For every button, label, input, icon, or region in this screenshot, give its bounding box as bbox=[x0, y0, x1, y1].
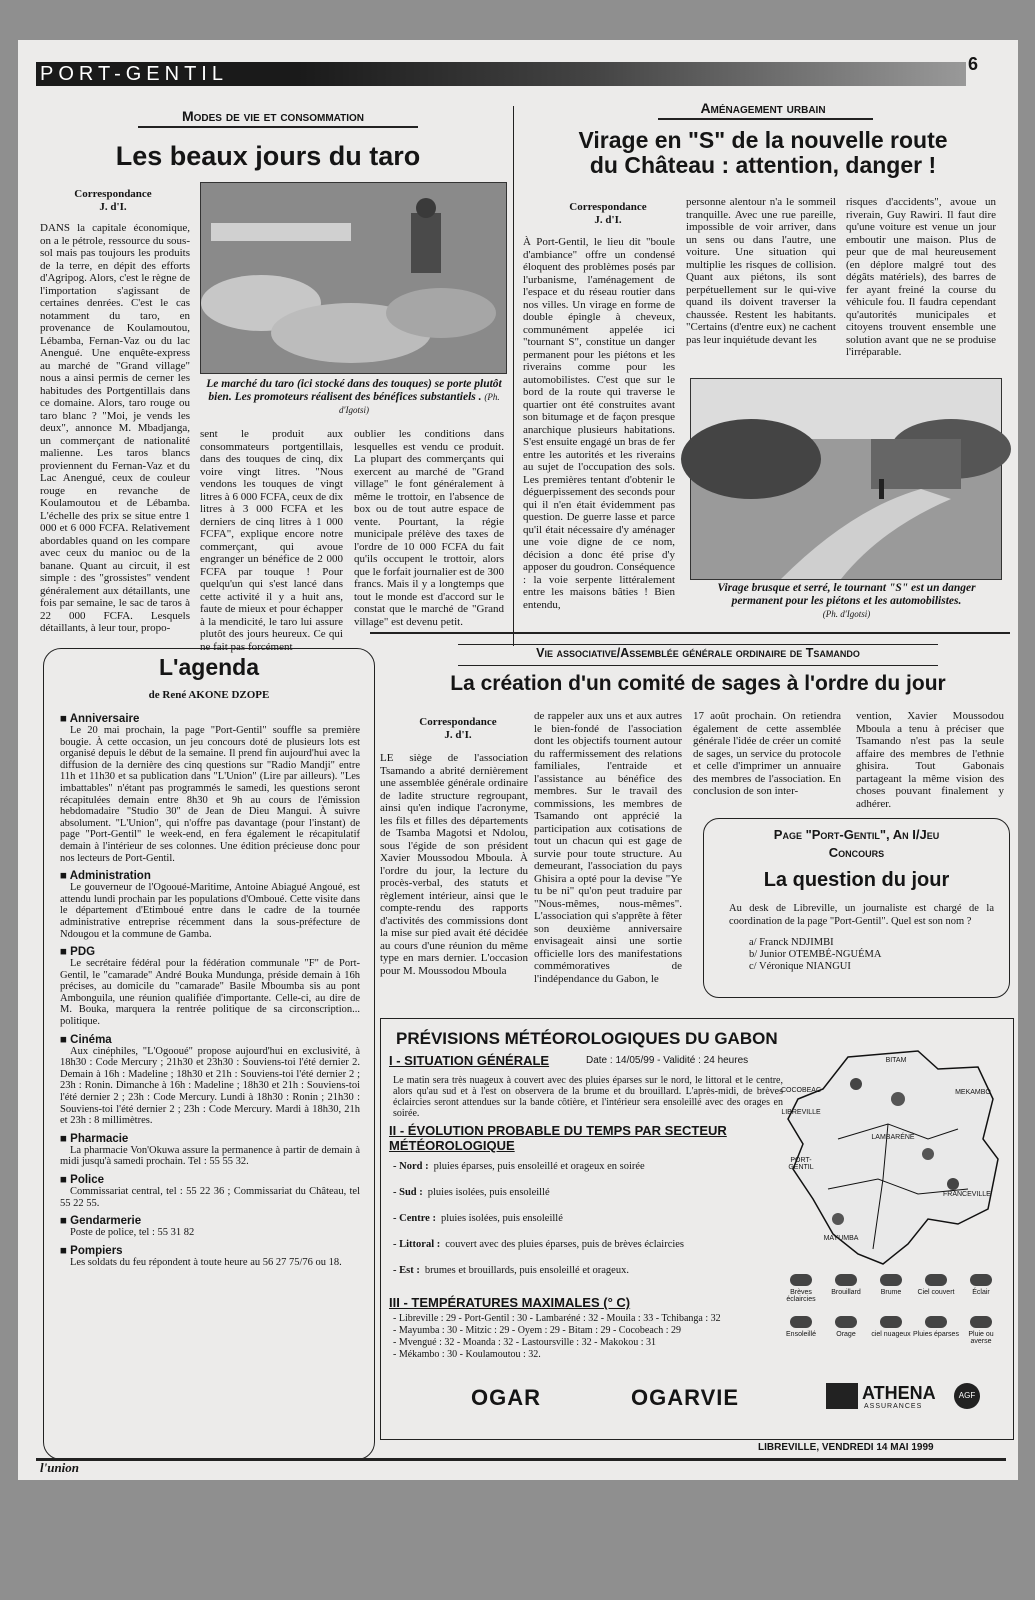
footer-paper: l'union bbox=[40, 1460, 80, 1475]
gabon-map bbox=[778, 1029, 1003, 1345]
agenda-item-heading-text: Police bbox=[70, 1174, 105, 1186]
bullet-icon: ■ bbox=[60, 1244, 71, 1257]
virage-headline-line-1: Virage en "S" de la nouvelle route bbox=[578, 127, 948, 153]
meteo-sectors bbox=[393, 1161, 793, 1291]
concours-kicker-1: Page "Port-Gentil", An I/Jeu bbox=[773, 827, 940, 842]
city-bitam: BITAM bbox=[885, 1057, 907, 1064]
virage-byline bbox=[533, 201, 683, 227]
temperature-line: - Mayumba : 30 - Mitzic : 29 - Oyem : 29 - Bitam : 29 - Cocobeach : 29 bbox=[393, 1325, 681, 1336]
taro-caption-credit: (Ph. d'Igotsi) bbox=[339, 392, 500, 415]
agenda-item-heading bbox=[60, 1133, 360, 1145]
taro-market-photo bbox=[200, 182, 507, 374]
agenda-item-heading bbox=[60, 713, 360, 725]
agenda-item-heading-text: Administration bbox=[69, 870, 151, 883]
agenda-item-text: Commissariat central, tel : 55 22 36 ; Commissariat du Château, tel 55 22 55. bbox=[60, 1186, 360, 1209]
sponsor-ogarvie: OGARVIE bbox=[631, 1385, 740, 1410]
city-libreville: LIBREVILLE bbox=[781, 1109, 821, 1116]
athena-tagline: ASSURANCES bbox=[864, 1403, 923, 1410]
taro-col-1: DANS la capitale économique, on a le pétrole, ressource du sous-sol mais pas toujours les produits de la terre, en dépit des efforts d'Agripog. Alors, c'est le règne de l'importation s'agissant de certaines denrées. C'est le cas notamment du taro, en provenance de Koulamoutou, Lébamba, Fernan-Vaz ou du lac Anengué. Une enquête-express au marché de "Grand village" nous a ainsi permis de cerner les habitudes des Portgentillais dans ce domaine. Alors, taro rouge ou taro blanc ? "Moi, je vends les deux", annonce M. Mbadjanga, un commerçant de nationalité malienne. Les taros blancs proviennent du Fernan-Vaz et du Lac Anengué, ceux de couleur rouge en revanche de Koulamoutou et de Lébamba. L'échelle des prix se situe entre 1 000 et 6 000 FCFA. Relativement abordables quand on les compare avec ceux du manioc ou de la banane. Quant au circuit, il est simple : des "grossistes" vendent généralement aux détaillants, une fois par semaine, le sac de taros à 22 000 FCFA. Lesquels détaillants, à leur tour, propo- bbox=[40, 222, 190, 634]
agenda-author: de René AKONE DZOPE bbox=[148, 689, 270, 701]
sector-forecast: pluies isolées, puis ensoleillé bbox=[440, 1213, 563, 1224]
concours-title: La question du jour bbox=[763, 869, 950, 891]
virage-byline-label: Correspondance bbox=[569, 201, 647, 213]
meteo-section-1: I - SITUATION GÉNÉRALE bbox=[389, 1053, 550, 1068]
temperature-line: - Mvengué : 32 - Moanda : 32 - Lastoursville : 32 - Makokou : 31 bbox=[393, 1337, 657, 1348]
weather-legend-label: Brouillard bbox=[831, 1289, 861, 1296]
weather-symbol-icon bbox=[970, 1274, 992, 1286]
city-mekambo: MEKAMBO bbox=[955, 1089, 991, 1096]
meteo-section-3: III - TEMPÉRATURES MAXIMALES (° C) bbox=[389, 1295, 631, 1310]
tsamando-byline bbox=[398, 716, 518, 742]
weather-symbol-icon bbox=[925, 1316, 947, 1328]
virage-caption-text: Virage brusque et serré, le tournant "S" est un danger permanent pour les piétons et les automobilistes. bbox=[717, 582, 976, 607]
meteo-title: PRÉVISIONS MÉTÉOROLOGIQUES DU GABON bbox=[396, 1029, 778, 1048]
weather-symbol-icon bbox=[880, 1316, 902, 1328]
bullet-icon: ■ bbox=[60, 946, 71, 959]
taro-headline: Les beaux jours du taro bbox=[115, 141, 421, 171]
taro-byline-label: Correspondance bbox=[74, 188, 152, 200]
sector-forecast: couvert avec des pluies éparses, puis de brèves éclaircies bbox=[445, 1239, 685, 1250]
sponsor-ogar: OGAR bbox=[471, 1385, 541, 1410]
section-name: PORT-GENTIL bbox=[40, 63, 228, 85]
taro-photo-caption bbox=[204, 378, 504, 417]
tsamando-col-3: 17 août prochain. On retiendra également de cette assemblée générale l'idée de créer un comité de sages, un service du protocole et celle d'imprimer un annuaire des membres de l'association. En conclusion de son inter- bbox=[693, 710, 841, 797]
tsamando-col-1: LE siège de l'association Tsamando a abrité dernièrement une assemblée générale ordinaire de ladite structure regroupant, ainsi qu'en indique l'acronyme, les fils et filles des départements de Tsamba Magotsi et Ndolou, sous l'égide de son président Xavier Moussodou Mboula. À l'ordre du jour, la lecture du procès-verbal, des statuts et règlement intérieur, ainsi que le compte-rendu des rapports d'activités des commissions dont la mise sur pied avait été décidée au cours d'une réunion du même type en mars dernier. L'occasion pour M. Moussodou Mboula bbox=[380, 752, 528, 977]
city-franceville: FRANCEVILLE bbox=[943, 1191, 991, 1198]
page-number: 6 bbox=[968, 54, 979, 74]
weather-legend-label: Orage bbox=[836, 1331, 856, 1338]
meteo-general: Le matin sera très nuageux à couvert avec des pluies éparses sur le nord, le littoral et le centre, alors qu'au sud et à l'est on observera de la brume et du brouillard. L'après-midi, de brèves éclaircies seront attendues sur la bande côtière, et l'intérieur sera ensoleillé avec des orages en soirée. bbox=[393, 1075, 783, 1119]
weather-symbol-icon bbox=[790, 1316, 812, 1328]
weather-symbol-icon bbox=[970, 1316, 992, 1328]
agenda-item-text: Le 20 mai prochain, la page "Port-Gentil" souffle sa première bougie. À cette occasion, un jeu concours doté de plusieurs lots est organisé depuis le début de la semaine. Il prend fin aujourd'hui avec la diffusion de la dernière des cinq questions sur "Radio Mandji" entre 11h et 11h30 et sa publication dans "L'Union" (Lire par ailleurs). "Les imbattables" n'étant pas programmés le samedi, les questions seront récapitulées demain entre 8h30 et 9h au cours de l'émission hebdomadaire "Studio 30" de Jean de Dieu Mangui. À suivre absolument. "L'Union", qui n'offre pas davantage (pour l'instant) de page "Port-Gentil" le week-end, en fera également le récapitulatif demain à l'intérieur de ses colonnes. Une édition précieuse donc pour nos lecteurs de Port-Gentil. bbox=[60, 725, 360, 864]
meteo-temperatures bbox=[393, 1313, 793, 1361]
virage-photo-caption bbox=[694, 582, 999, 621]
agf-badge: AGF bbox=[954, 1383, 980, 1409]
temperature-line: - Libreville : 29 - Port-Gentil : 30 - Lambaréné : 32 - Mouila : 33 - Tchibanga : 32 bbox=[393, 1313, 721, 1324]
taro-col-3: oublier les conditions dans lesquelles est vendu ce produit. La plupart des commerçants qui exercent au marché de "Grand village" le font généralement à même le trottoir, en l'absence de box ou de tout autre espace de vente. Pourtant, la régie municipale prélève des taxes de l'ordre de 10 000 FCFA du fait qu'ils occupent le trottoir, alors que le forfait journalier est de 300 francs. Mais il y a longtemps que tout le monde est d'accord sur le constat que le marché de "Grand village" est devenu petit. bbox=[354, 428, 504, 628]
agenda-title: L'agenda bbox=[158, 654, 260, 680]
taro-kicker: Modes de vie et consommation bbox=[181, 108, 365, 124]
weather-symbol-icon bbox=[790, 1274, 812, 1286]
agenda-item-heading bbox=[60, 870, 360, 882]
agenda-item-text: Les soldats du feu répondent à toute heure au 56 27 75/76 ou 18. bbox=[70, 1256, 342, 1268]
sector-row bbox=[393, 1187, 793, 1213]
sector-row bbox=[393, 1239, 793, 1265]
weather-legend-label: Brume bbox=[880, 1289, 902, 1296]
city-lambarene: LAMBARÉNÉ bbox=[871, 1134, 915, 1141]
sector-name: - Nord : bbox=[393, 1161, 429, 1172]
agenda-item-heading bbox=[60, 1034, 360, 1046]
agenda-item-text: Aux cinéphiles, "L'Ogooué" propose aujourd'hui en exclusivité, à 18h30 : Code Mercury ; 21h30 et 23h30 : Souviens-toi l'été dernier 2. Demain à 16h : Madeline ; 18h30 et 21h : Souviens-toi l'été dernier 2 ; 23h : Ronin. Dimanche à 16h : Madeline ; 18h30 et 21h : Souviens-toi l'été dernier 2 ; 23h : Code Mercury. Lundi à 18h30 : Ronin ; 21h30 : Souviens-toi l'été dernier 2 ; 23h : Code Mercury. Mardi à 18h30, 21h et 23h : 8 millimètres. bbox=[60, 1045, 360, 1127]
virage-headline-line-2: du Château : attention, danger ! bbox=[589, 152, 937, 179]
agenda-item-text: La pharmacie Von'Okuwa assure la permanence à partir de demain à midi jusqu'à samedi prochain. Tel : 55 55 32. bbox=[60, 1144, 360, 1168]
bullet-icon: ■ bbox=[60, 1033, 71, 1046]
agenda-item-heading-text: Cinéma bbox=[70, 1033, 112, 1046]
weather-legend-label: Ciel couvert bbox=[917, 1289, 955, 1296]
weather-symbol-icon bbox=[925, 1274, 947, 1286]
sector-name: - Littoral : bbox=[393, 1239, 441, 1250]
agenda-item-heading bbox=[60, 946, 360, 958]
weather-legend-label: Ensoleillé bbox=[786, 1331, 816, 1338]
concours-kicker-2: Concours bbox=[828, 845, 885, 860]
city-cocobeach: COCOBEAC bbox=[780, 1087, 822, 1094]
sector-forecast: pluies isolées, puis ensoleillé bbox=[427, 1187, 550, 1198]
weather-symbol-icon bbox=[880, 1274, 902, 1286]
concours-options bbox=[749, 937, 881, 973]
virage-headline bbox=[523, 128, 1003, 179]
agenda-item-text: Le gouverneur de l'Ogooué-Maritime, Antoine Abiagué Angoué, est attendu lundi prochain par les populations d'Omboué. Cette visite dans le département d'Etimboué entre dans le cadre de la tournée administrative entreprise récemment dans la sous-préfecture de Ndougou et la commune de Gamba. bbox=[60, 882, 360, 940]
virage-col-3: risques d'accidents", avoue un riverain, Guy Rawiri. Il faut dire qu'une voiture est venue un jour emboutir une maison. Plus de peur que de mal heureusement (en déplore malgré tout des dégâts matériels), des barres de fer ayant freiné la course du véhicule fou. Il faudra cependant qu'autorités municipales et citoyens trouvent ensemble une solution avant que ne se produise l'irréparable. bbox=[846, 196, 996, 358]
virage-caption-credit: (Ph. d'Igotsi) bbox=[822, 609, 871, 619]
weather-legend-label: Pluie ou averse bbox=[968, 1331, 994, 1345]
agenda-item-heading-text: Anniversaire bbox=[69, 713, 140, 725]
weather-symbol-icon bbox=[835, 1316, 857, 1328]
road-photo-image bbox=[691, 379, 1001, 579]
virage-kicker: Aménagement urbain bbox=[700, 100, 826, 116]
sector-name: - Est : bbox=[393, 1265, 420, 1276]
footer-date: LIBREVILLE, VENDREDI 14 MAI 1999 bbox=[758, 1442, 934, 1453]
agenda-item-heading-text: Gendarmerie bbox=[70, 1215, 142, 1228]
sector-row bbox=[393, 1265, 793, 1291]
concours-box bbox=[703, 818, 1010, 998]
sector-forecast: brumes et brouillards, puis ensoleillé et orageux. bbox=[424, 1265, 629, 1276]
agenda-box bbox=[43, 648, 375, 1460]
weather-legend-label: Pluies éparses bbox=[913, 1331, 959, 1338]
tsamando-headline: La création d'un comité de sages à l'ordre du jour bbox=[450, 672, 946, 695]
concours-question: Au desk de Libreville, un journaliste est chargé de la coordination de la page "Port-Gentil". Quel est son nom ? bbox=[729, 903, 994, 927]
weather-legend-label: Brèves éclaircies bbox=[786, 1289, 816, 1303]
agenda-item-heading-text: Pharmacie bbox=[70, 1132, 129, 1145]
sector-forecast: pluies éparses, puis ensoleillé et orageux en soirée bbox=[433, 1161, 645, 1172]
athena-name: ATHENA bbox=[862, 1383, 936, 1403]
taro-byline bbox=[58, 188, 168, 214]
tsamando-col-2: de rappeler aux uns et aux autres le bien-fondé de l'association dont les objectifs tournent autour du raffermissement des relations familiales, l'entraide et l'assistance au bénéfice des membres. Sur le travail des commissions, les membres de Tsamando ont apprécié la participation aux cotisations de tout un chacun qui est gage de survie pour toute structure. Au demeurant, l'association du pays Ghisira a opté pour la devise "Ye tu be ni" qu'on peut traduire par "Nous-mêmes, nous-mêmes". L'association qui s'apprête à fêter son deuxième anniversaire envisageait ainsi une sortie officielle lors des manifestations commémoratives de l'indépendance du Gabon, le bbox=[534, 710, 682, 985]
taro-caption-text: Le marché du taro (ici stocké dans des touques) se porte plutôt bien. Les promoteurs réalisent des bénéfices substantiels . bbox=[206, 378, 502, 403]
agenda-item-heading bbox=[60, 1245, 360, 1257]
agenda-item-text: Poste de police, tel : 55 31 82 bbox=[70, 1227, 195, 1239]
city-port-gentil: PORT-GENTIL bbox=[788, 1157, 814, 1171]
sector-name: - Sud : bbox=[393, 1187, 423, 1198]
athena-icon bbox=[826, 1383, 858, 1409]
sector-row bbox=[393, 1161, 793, 1187]
bullet-icon: ■ bbox=[60, 1174, 71, 1186]
sponsor-athena-logo bbox=[826, 1381, 986, 1413]
bullet-icon: ■ bbox=[60, 1215, 71, 1228]
newspaper-page bbox=[18, 40, 1018, 1480]
virage-col-1: À Port-Gentil, le lieu dit "boule d'ambiance" offre un condensé éloquent des problèmes posés par l'urbanisme, l'aménagement de l'espace et du réseau routier dans nos villes. Un virage en forme de double épingle à cheveux, communément appelée ici "tournant S", constitue un danger permanent pour les piétons et les riverains comme pour les automobilistes. C'est que sur le bord de la route qui traverse le quartier ont été construites avant son bitumage et de façon presque anarchique plusieurs habitations. S'est ensuite engagé un bras de fer entre les autorités et les riverains au sujet de l'occupation des sols. Les premières tentant d'obtenir le déguerpissement des seconds pour qui il n'en était évidemment pas question. De guerre lasse et parce qu'il était nécessaire d'y aménager une voie digne de ce nom, décision a donc été prise d'y apposer du goudron. Conséquence : la voie serpente littéralement entre les maisons bâties ! Bien entendu, bbox=[523, 236, 675, 611]
tsamando-kicker: Vie associative/Assemblée générale ordinaire de Tsamando bbox=[536, 646, 860, 660]
sector-name: - Centre : bbox=[393, 1213, 436, 1224]
agenda-item-heading bbox=[60, 1215, 360, 1227]
agenda-list bbox=[60, 707, 360, 1268]
taro-byline-author: J. d'I. bbox=[99, 201, 127, 213]
bullet-icon: ■ bbox=[60, 1132, 71, 1145]
option-c[interactable]: c/ Véronique NIANGUI bbox=[749, 961, 851, 972]
sector-row bbox=[393, 1213, 793, 1239]
tsamando-byline-label: Correspondance bbox=[419, 716, 497, 728]
meteo-section-2: II - ÉVOLUTION PROBABLE DU TEMPS PAR SECTEUR MÉTÉOROLOGIQUE bbox=[389, 1123, 727, 1153]
option-a[interactable]: a/ Franck NDJIMBI bbox=[749, 937, 834, 948]
bullet-icon: ■ bbox=[60, 713, 70, 725]
tsamando-col-4: vention, Xavier Moussodou Mboula a tenu à préciser que Tsamando n'est pas la seule affaire des membres de l'ethnie ghisira. Tout Gabonais partageant la même vision des choses pouvant finalement y adhérer. bbox=[856, 710, 1004, 810]
weather-symbol-icon bbox=[835, 1274, 857, 1286]
bullet-icon: ■ bbox=[60, 870, 70, 883]
column-divider bbox=[513, 106, 514, 646]
horizontal-divider bbox=[370, 632, 1010, 634]
taro-col-2: sent le produit aux consommateurs portgentillais, dans des touques de cinq, dix voire vingt litres. "Nous vendons les touques de vingt litres à 6 000 FCFA, ceux de dix litres à 3 000 FCFA et les derniers de cinq litres à 1 000 FCFA", explique encore notre commerçant, qui avoue engranger un bénéfice de 2 000 FCFA par touque ! Pour quelqu'un qui s'est lancé dans cette activité il y a huit ans, faute de mieux et pour échapper à la mendicité, le taro lui assure plutôt des jours heureux. Ce qui ne fait pas forcément bbox=[200, 428, 343, 653]
market-photo-image bbox=[201, 183, 506, 373]
option-b[interactable]: b/ Junior OTEMBÉ-NGUÉMA bbox=[749, 949, 882, 960]
virage-byline-author: J. d'I. bbox=[594, 214, 622, 226]
agenda-item-heading bbox=[60, 1174, 360, 1186]
footer-rule bbox=[36, 1458, 1006, 1461]
virage-col-2: personne alentour n'a le sommeil tranquille. Avec une rue pareille, impossible de voir arriver, dans un sens ou dans l'autre, une voiture. Une situation qui multiplie les risques de collision. Quant aux piétons, ils sont perpétuellement sur le qui-vive quand ils doivent traverser la chaussée. Restent les habitants. "Certains (d'entre eux) ne cachent pas leur inquiétude devant les bbox=[686, 196, 836, 346]
weather-legend-label: ciel nuageux bbox=[871, 1331, 911, 1338]
city-mayumba: MAYUMBA bbox=[823, 1235, 859, 1242]
meteo-date: Date : 14/05/99 - Validité : 24 heures bbox=[586, 1055, 749, 1066]
weather-legend-label: Éclair bbox=[972, 1289, 990, 1296]
tsamando-byline-author: J. d'I. bbox=[444, 729, 472, 741]
agenda-item-text: Le secrétaire fédéral pour la fédération communale "F" de Port-Gentil, le "camarade" André Bouka Mundunga, préside demain à 16h précises, au domicile du "camarade" Basile Mboumba sis au pont Ambonguila, une réunion qualifiée d'importante. Celle-ci, au dire de M. Bouka, marquera la rentrée politique de sa circonscription... politique. bbox=[60, 958, 360, 1028]
taro-kicker-rule bbox=[138, 126, 418, 128]
temperature-line: - Mékambo : 30 - Koulamoutou : 32. bbox=[393, 1349, 541, 1360]
virage-kicker-rule bbox=[658, 118, 873, 120]
agenda-item-heading-text: Pompiers bbox=[70, 1244, 123, 1257]
meteo-box bbox=[380, 1018, 1014, 1440]
virage-road-photo bbox=[690, 378, 1002, 580]
agenda-item-heading-text: PDG bbox=[70, 946, 96, 959]
